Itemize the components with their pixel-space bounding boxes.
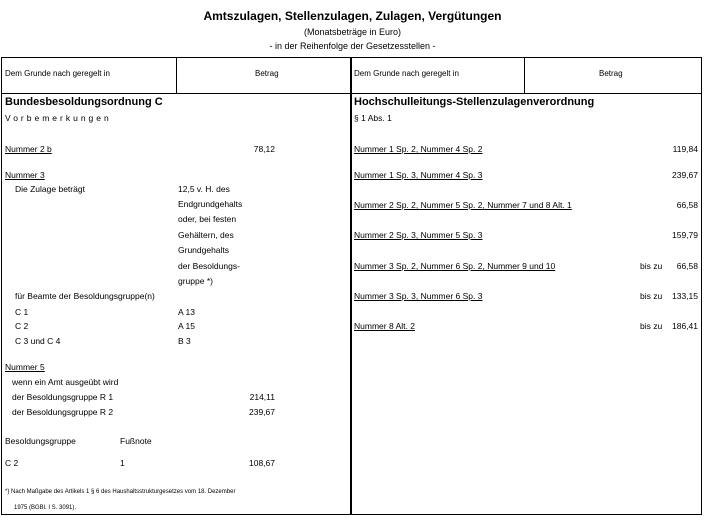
- hslv-row-value: 66,58: [676, 200, 698, 210]
- rule-line: oder, bei festen: [178, 214, 237, 224]
- nummer-5-row-label: der Besoldungsgruppe R 2: [12, 407, 114, 417]
- nummer-2b-label: Nummer 2 b: [5, 144, 52, 154]
- rule-line: Endgrundgehalts: [178, 199, 243, 209]
- page-subtitle-order: - in der Reihenfolge der Gesetzesstellen -: [269, 41, 436, 51]
- grade-row-ref: B 3: [178, 336, 191, 346]
- table2-row-group: C 2: [5, 458, 19, 468]
- hslv-row-value: 119,84: [672, 144, 698, 154]
- left-header-divider: [176, 57, 177, 94]
- vorbemerkungen-label: Vorbemerkungen: [5, 113, 112, 123]
- nummer-5-row-label: der Besoldungsgruppe R 1: [12, 392, 114, 402]
- nummer-5-desc: wenn ein Amt ausgeübt wird: [12, 377, 119, 387]
- table2-row-value: 108,67: [249, 458, 275, 468]
- grade-row-group: C 2: [15, 321, 29, 331]
- nummer-3-label: Nummer 3: [5, 170, 45, 180]
- hslv-row-value: 186,41: [672, 321, 698, 331]
- hslv-row-label: Nummer 8 Alt. 2: [354, 321, 415, 331]
- hslv-row-label: Nummer 1 Sp. 2, Nummer 4 Sp. 2: [354, 144, 483, 154]
- nummer-2b-value: 78,12: [253, 144, 275, 154]
- hslv-row-value: 239,67: [672, 170, 698, 180]
- left-header-basis: Dem Grunde nach geregelt in: [5, 69, 110, 78]
- hslv-row-value: 133,15: [672, 291, 698, 301]
- page-title: Amtszulagen, Stellenzulagen, Zulagen, Vergütungen: [203, 9, 502, 23]
- table2-row-footnote: 1: [120, 458, 125, 468]
- nummer-5-label: Nummer 5: [5, 362, 45, 372]
- grade-row-group: C 3 und C 4: [15, 336, 61, 346]
- left-header-amount: Betrag: [255, 69, 279, 78]
- header-separator: [1, 93, 702, 94]
- left-section-title: Bundesbesoldungsordnung C: [5, 96, 163, 108]
- footnote-line: *) Nach Maßgabe des Artikels 1 § 6 des Haushaltsstrukturgesetzes vom 18. Dezember: [5, 489, 236, 495]
- grade-row-ref: A 15: [178, 321, 196, 331]
- table2-col-group: Besoldungsgruppe: [5, 436, 76, 446]
- hslv-row-prefix: bis zu: [640, 291, 663, 301]
- hslv-row-value: 159,79: [672, 230, 698, 240]
- hslv-row-label: Nummer 2 Sp. 2, Nummer 5 Sp. 2, Nummer 7 und 8 Alt. 1: [354, 200, 572, 210]
- grade-row-ref: A 13: [178, 307, 196, 317]
- table2-col-footnote: Fußnote: [120, 436, 152, 446]
- rule-line: Gehältern, des: [178, 230, 234, 240]
- hslv-row-value: 66,58: [676, 261, 698, 271]
- hslv-row-label: Nummer 2 Sp. 3, Nummer 5 Sp. 3: [354, 230, 483, 240]
- rule-line: 12,5 v. H. des: [178, 184, 230, 194]
- nummer-3-for-label: für Beamte der Besoldungsgruppe(n): [15, 291, 155, 301]
- nummer-5-row-value: 214,11: [249, 392, 275, 402]
- right-header-divider: [524, 57, 525, 94]
- grade-row-group: C 1: [15, 307, 29, 317]
- rule-line: der Besoldungs-: [178, 261, 240, 271]
- right-paragraph: § 1 Abs. 1: [354, 113, 392, 123]
- hslv-row-prefix: bis zu: [640, 261, 663, 271]
- rule-line: gruppe *): [178, 276, 213, 286]
- hslv-row-label: Nummer 3 Sp. 2, Nummer 6 Sp. 2, Nummer 9 und 10: [354, 261, 556, 271]
- center-divider: [350, 57, 352, 515]
- right-header-amount: Betrag: [599, 69, 623, 78]
- right-header-basis: Dem Grunde nach geregelt in: [354, 69, 459, 78]
- nummer-3-desc: Die Zulage beträgt: [15, 184, 85, 194]
- footnote-line: 1975 (BGBl. I S. 3091).: [14, 505, 77, 511]
- rule-line: Grundgehalts: [178, 245, 230, 255]
- hslv-row-prefix: bis zu: [640, 321, 663, 331]
- nummer-5-row-value: 239,67: [249, 407, 275, 417]
- hslv-row-label: Nummer 1 Sp. 3, Nummer 4 Sp. 3: [354, 170, 483, 180]
- right-section-title: Hochschulleitungs-Stellenzulagenverordnung: [354, 96, 595, 108]
- hslv-row-label: Nummer 3 Sp. 3, Nummer 6 Sp. 3: [354, 291, 483, 301]
- page-subtitle-units: (Monatsbeträge in Euro): [303, 27, 402, 37]
